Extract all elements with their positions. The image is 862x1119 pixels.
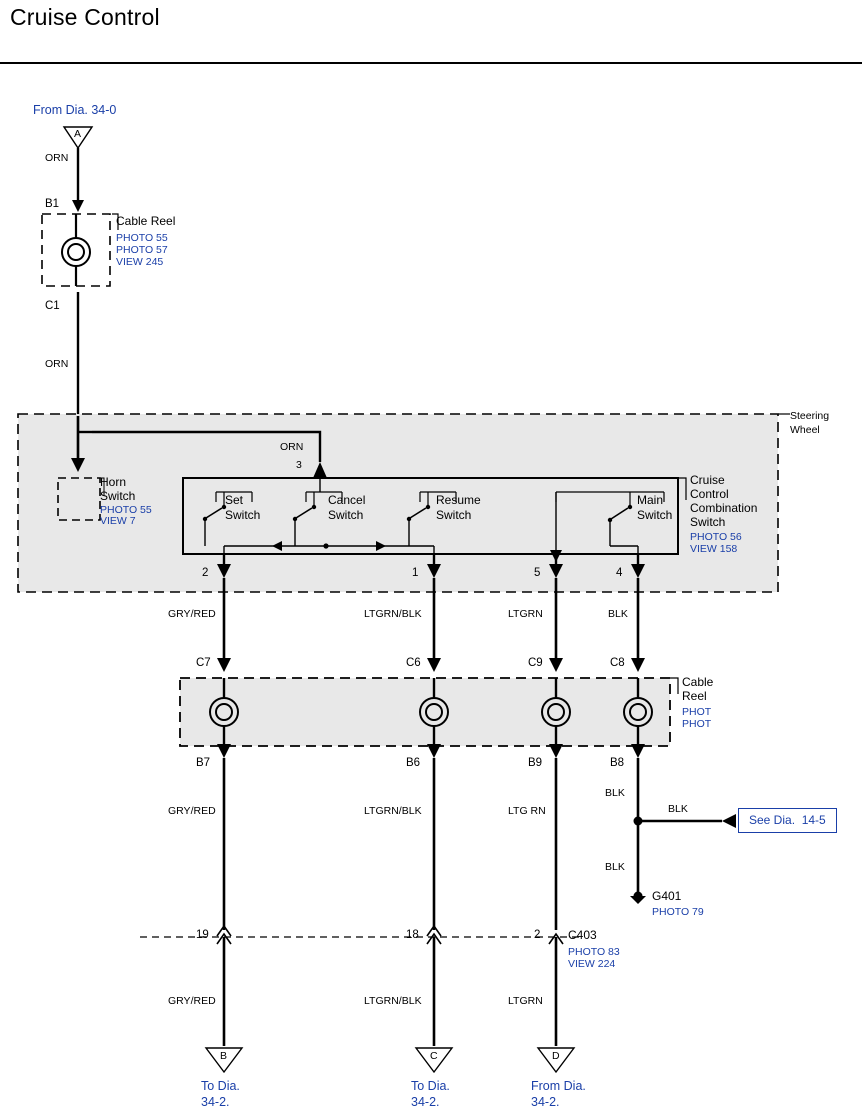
pin-5-label: 5 <box>534 567 541 579</box>
set-switch-label-line2: Switch <box>225 508 261 522</box>
pin-c9-label: C9 <box>528 657 543 669</box>
ground-g401-label: G401 <box>652 889 682 903</box>
connector-c-label: C <box>430 1050 438 1062</box>
wire-ltgrn-blk-label-3: LTGRN/BLK <box>364 995 422 1007</box>
ccs-label-line1: Cruise <box>690 473 725 487</box>
connector-b-label: B <box>220 1050 228 1062</box>
wire-ltgrn-blk-label-1: LTGRN/BLK <box>364 608 422 620</box>
pin-4-label: 4 <box>616 567 623 579</box>
main-switch-label-line1: Main <box>637 493 664 507</box>
from-dia-34-0-label[interactable]: From Dia. 34-0 <box>33 103 117 117</box>
wire-gry-red-label-2: GRY/RED <box>168 805 216 817</box>
cable-reel-bottom-line1: Cable <box>682 675 714 689</box>
wire-blk-label-4: BLK <box>605 861 625 873</box>
cable-reel-bottom-photo-2[interactable]: PHOT <box>682 718 712 730</box>
to-dia-c-line2[interactable]: 34-2. <box>411 1095 440 1109</box>
ccs-label-line3: Combination <box>690 501 758 515</box>
ccs-view-158[interactable]: VIEW 158 <box>690 543 738 555</box>
wire-gry-red-label-1: GRY/RED <box>168 608 216 620</box>
horn-photo-55[interactable]: PHOTO 55 <box>100 504 152 516</box>
c403-photo-83[interactable]: PHOTO 83 <box>568 946 620 958</box>
cable-reel-top-photo-57[interactable]: PHOTO 57 <box>116 244 168 256</box>
wire-orn-label-3: ORN <box>280 441 304 453</box>
ground-g401-photo-79[interactable]: PHOTO 79 <box>652 906 704 918</box>
from-dia-d-line2[interactable]: 34-2. <box>531 1095 560 1109</box>
page-title: Cruise Control <box>10 4 160 30</box>
pin-2-label: 2 <box>202 567 209 579</box>
resume-switch-label-line1: Resume <box>436 493 481 507</box>
pin-c7-label: C7 <box>196 657 211 669</box>
wire-ltgrn-label-1: LTGRN <box>508 608 543 620</box>
wire-gry-red-label-3: GRY/RED <box>168 995 216 1007</box>
cancel-switch-label-line2: Switch <box>328 508 364 522</box>
cancel-switch-label-line1: Cancel <box>328 493 366 507</box>
wire-blk-label-2: BLK <box>605 787 625 799</box>
see-dia-14-5-reference[interactable]: See Dia. 14-5 <box>738 808 837 833</box>
wire-orn-label-2: ORN <box>45 358 69 370</box>
ccs-label-line4: Switch <box>690 515 726 529</box>
wire-ltgrn-label-2: LTG RN <box>508 805 546 817</box>
wire-ltgrn-label-3: LTGRN <box>508 995 543 1007</box>
from-dia-d-line1[interactable]: From Dia. <box>531 1079 586 1093</box>
pin-2b-label: 2 <box>534 929 541 941</box>
to-dia-b-line1[interactable]: To Dia. <box>201 1079 240 1093</box>
ccs-photo-56[interactable]: PHOTO 56 <box>690 531 742 543</box>
connector-d-label: D <box>552 1050 560 1062</box>
to-dia-c-line1[interactable]: To Dia. <box>411 1079 450 1093</box>
connector-a-label: A <box>74 128 82 140</box>
connector-c403-label: C403 <box>568 928 597 942</box>
pin-18-label: 18 <box>406 929 419 941</box>
steering-wheel-label-line1: Steering <box>790 410 830 422</box>
pin-b1-label: B1 <box>45 198 60 210</box>
pin-c6-label: C6 <box>406 657 421 669</box>
ccs-label-line2: Control <box>690 487 729 501</box>
pin-b8-label: B8 <box>610 757 625 769</box>
cable-reel-bottom-line2: Reel <box>682 689 707 703</box>
cable-reel-top-title: Cable Reel <box>116 214 176 228</box>
pin-19-label: 19 <box>196 929 209 941</box>
pin-c8-label: C8 <box>610 657 625 669</box>
pin-c1-label: C1 <box>45 300 60 312</box>
wire-orn-label-1: ORN <box>45 152 69 164</box>
wire-ltgrn-blk-label-2: LTGRN/BLK <box>364 805 422 817</box>
cable-reel-bottom-photo-1[interactable]: PHOT <box>682 706 712 718</box>
main-switch-label-line2: Switch <box>637 508 673 522</box>
steering-wheel-label-line2: Wheel <box>790 424 820 436</box>
horn-switch-label-line1: Horn <box>100 475 127 489</box>
wire-blk-label-1: BLK <box>608 608 628 620</box>
pin-3-label: 3 <box>296 459 302 471</box>
set-switch-label-line1: Set <box>225 493 244 507</box>
wire-blk-label-3: BLK <box>668 803 688 815</box>
pin-b9-label: B9 <box>528 757 543 769</box>
c403-view-224[interactable]: VIEW 224 <box>568 958 616 970</box>
cable-reel-top-photo-55[interactable]: PHOTO 55 <box>116 232 168 244</box>
pin-b7-label: B7 <box>196 757 211 769</box>
horn-view-7[interactable]: VIEW 7 <box>100 515 136 527</box>
cable-reel-top-view-245[interactable]: VIEW 245 <box>116 256 164 268</box>
horn-switch-label-line2: Switch <box>100 489 136 503</box>
resume-switch-label-line2: Switch <box>436 508 472 522</box>
pin-b6-label: B6 <box>406 757 421 769</box>
to-dia-b-line2[interactable]: 34-2. <box>201 1095 230 1109</box>
pin-1-label: 1 <box>412 567 419 579</box>
